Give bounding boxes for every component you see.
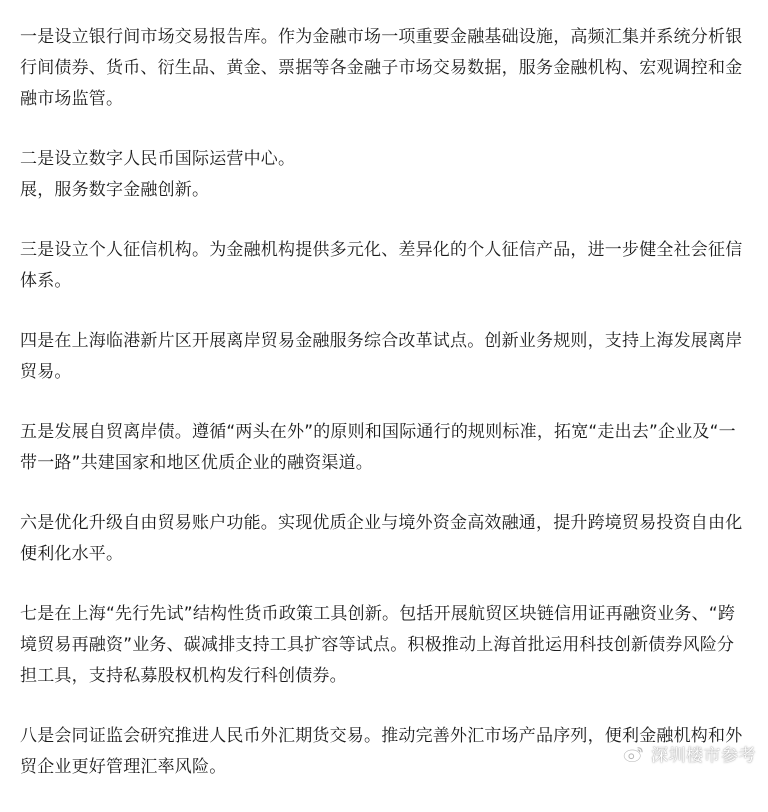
weibo-icon <box>623 745 645 763</box>
paragraph-6: 六是优化升级自由贸易账户功能。实现优质企业与境外资金高效融通，提升跨境贸易投资自由化便利化水平。 <box>20 513 743 564</box>
watermark <box>623 741 756 766</box>
paragraph-8: 八是会同证监会研究推进人民币外汇期货交易。推动完善外汇市场产品序列，便利金融机构和外贸企业更好管理汇率风险。 <box>20 726 743 777</box>
paragraph-1: 一是设立银行间市场交易报告库。作为金融市场一项重要金融基础设施，高频汇集并系统分析银行间债券、货币、衍生品、黄金、票据等各金融子市场交易数据，服务金融机构、宏观调控和金融市场监管。 <box>20 27 743 109</box>
paragraph-3: 三是设立个人征信机构。为金融机构提供多元化、差异化的个人征信产品，进一步健全社会征信体系。 <box>20 240 743 291</box>
paragraph-7: 七是在上海“先行先试”结构性货币政策工具创新。包括开展航贸区块链信用证再融资业务、“跨境贸易再融资”业务、碳减排支持工具扩容等试点。积极推动上海首批运用科技创新债券风险分担工具，支持私募股权机构发行科创债券。 <box>20 604 736 686</box>
watermark-text: 深圳楼市参考 <box>651 746 756 766</box>
article-body <box>20 22 750 812</box>
paragraph-5: 五是发展自贸离岸债。遵循“两头在外”的原则和国际通行的规则标准，拓宽“走出去”企业及“一带一路”共建国家和地区优质企业的融资渠道。 <box>20 422 736 473</box>
paragraph-2: 二是设立数字人民币国际运营中心。 展，服务数字金融创新。 <box>20 149 296 200</box>
paragraph-4: 四是在上海临港新片区开展离岸贸易金融服务综合改革试点。创新业务规则，支持上海发展离岸贸易。 <box>20 331 743 382</box>
